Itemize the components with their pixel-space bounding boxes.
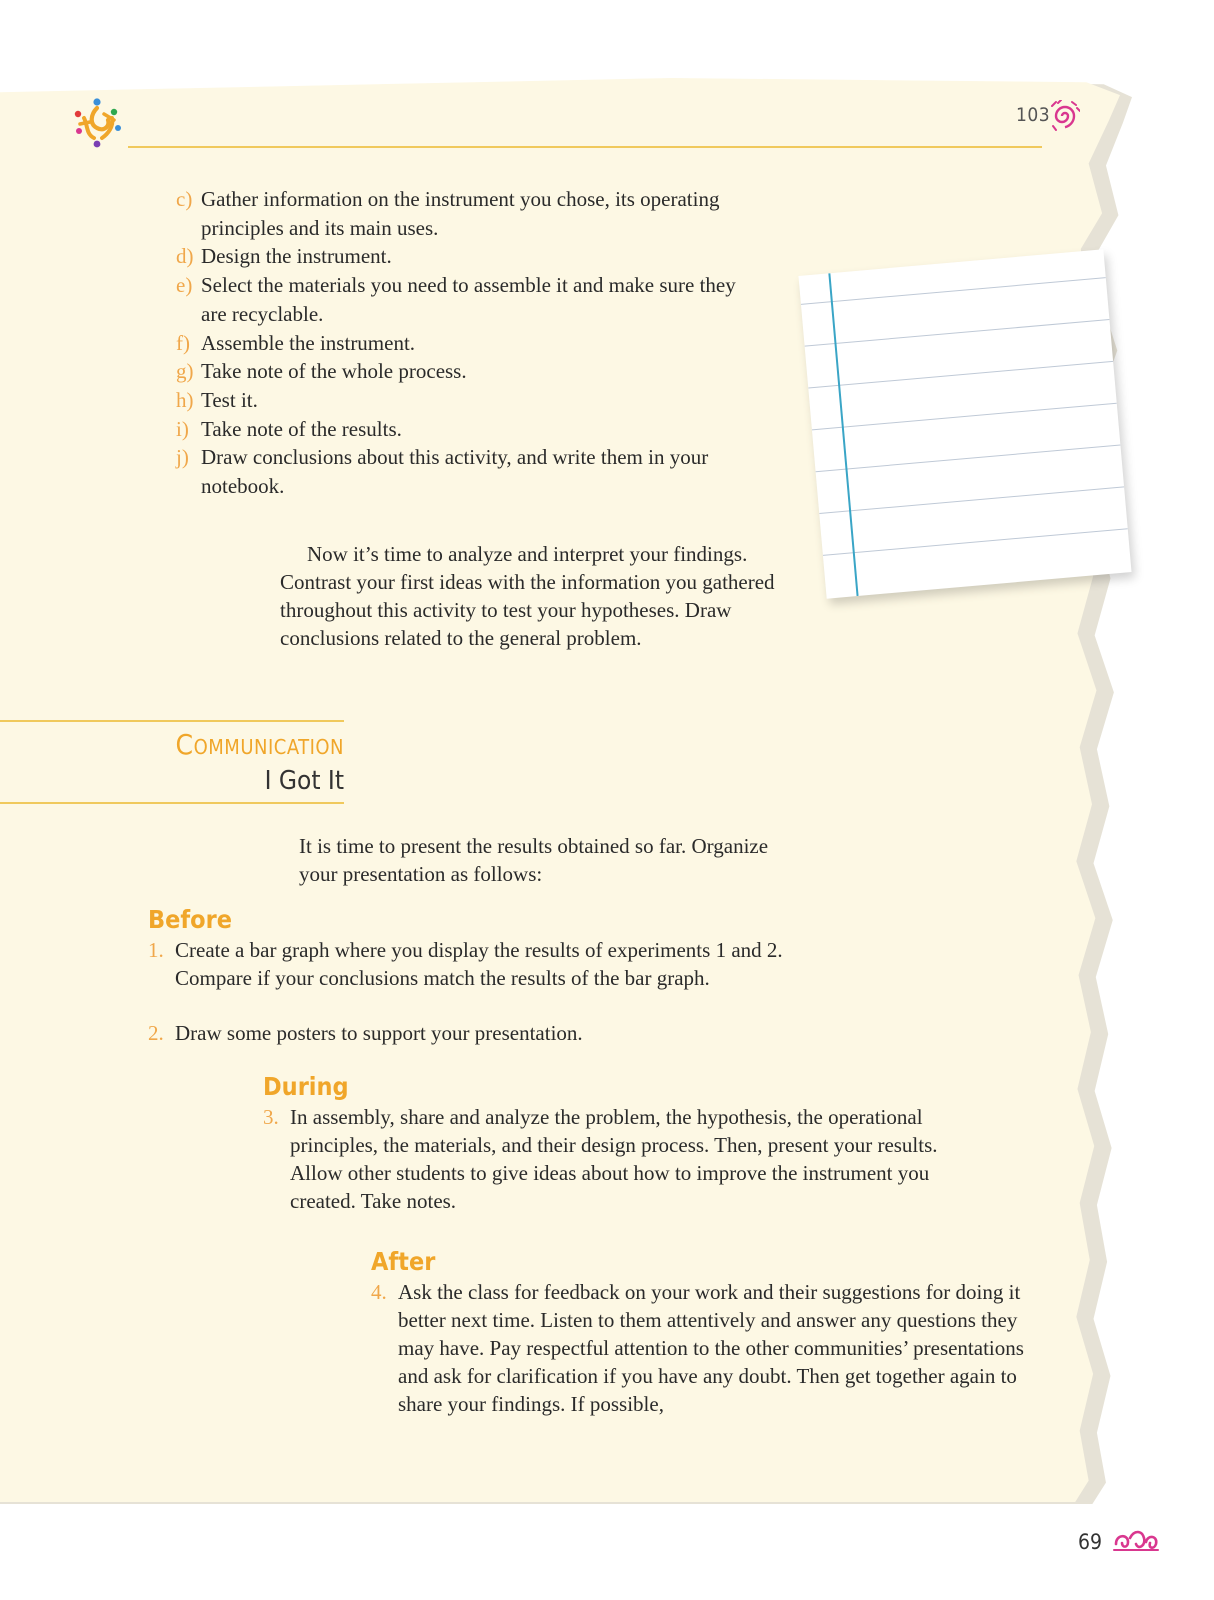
step-text: Test it. [201,387,258,412]
step-item-d [176,242,756,271]
during-item-3 [263,1103,943,1215]
step-marker: g) [176,359,194,384]
step-text: Draw conclusions about this activity, and write them in your notebook. [201,445,709,499]
item-text: Ask the class for feedback on your work and their suggestions for doing it better next time. Listen to them attentively and answer any questions they may have. Pay respectful attention to the other communities’ presentations and ask for clarification if you have any doubt. Then get together again to share your findings. If possible, [398,1280,1024,1416]
activity-steps-list [176,185,756,501]
notebook-margin-line [828,273,858,596]
step-text: Gather information on the instrument you chose, its operating principles and its main uses. [201,187,720,240]
notebook-line [812,403,1117,431]
step-item-i [176,415,756,444]
during-heading: During [263,1072,349,1101]
people-circle-logo-icon [70,96,124,150]
item-marker: 1. [148,938,164,962]
notebook-line [816,445,1121,473]
item-text: In assembly, share and analyze the problem, the hypothesis, the operational principles, the materials, and their design process. Then, present your results. Allow other students to give ideas about how to improve the instrument you created. Take notes. [290,1105,938,1213]
step-text: Select the materials you need to assemble it and make sure they are recyclable. [201,273,736,326]
after-heading: After [371,1247,436,1276]
before-heading: Before [148,905,232,934]
step-item-j [176,443,756,500]
step-text: Take note of the results. [201,416,402,441]
step-item-c [176,185,756,242]
step-marker: c) [176,187,193,211]
notebook-line [808,361,1113,389]
page-number: 69 [1078,1530,1103,1554]
step-item-f [176,329,756,358]
step-item-h [176,386,756,415]
before-item-2 [148,1019,848,1047]
analyze-text: Now it’s time to analyze and interpret your findings. Contrast your first ideas with the information you gathered throughout this activity to test your hypotheses. Draw conclusions related to the general problem. [280,542,775,650]
step-text: Take note of the whole process. [201,359,467,384]
item-marker: 4. [371,1280,387,1304]
step-marker: e) [176,273,193,298]
header-rule [128,146,1042,148]
notebook-line [823,528,1128,556]
before-item-1 [148,936,848,992]
section-rule-bottom [0,802,344,804]
item-marker: 2. [148,1021,164,1045]
after-item-4 [371,1278,1031,1418]
step-item-g [176,357,756,386]
step-item-e [176,271,756,328]
section-title: Communication [175,728,344,761]
item-text: Draw some posters to support your presentation. [175,1021,583,1045]
step-marker: i) [176,416,189,441]
item-text: Create a bar graph where you display the results of experiments 1 and 2. Compare if your conclusions match the results of the bar graph. [175,938,783,990]
item-marker: 3. [263,1105,279,1129]
step-text: Design the instrument. [201,244,392,269]
notebook-paper-illustration [798,249,1131,598]
step-marker: f) [176,330,190,355]
notebook-line [801,277,1106,305]
step-marker: j) [176,445,189,470]
spiral-ornament-icon [1050,100,1080,132]
section-intro: It is time to present the results obtained so far. Organize your presentation as follows: [299,834,769,886]
chapter-number: 103 [1016,104,1051,126]
analyze-paragraph [280,540,820,652]
section-subtitle: I Got It [264,766,344,796]
notebook-line [805,319,1110,347]
ornament-icon [1112,1528,1160,1554]
step-marker: h) [176,387,194,412]
step-text: Assemble the instrument. [201,330,416,355]
section-rule-top [0,720,344,722]
step-marker: d) [176,244,194,269]
notebook-line [819,486,1124,514]
